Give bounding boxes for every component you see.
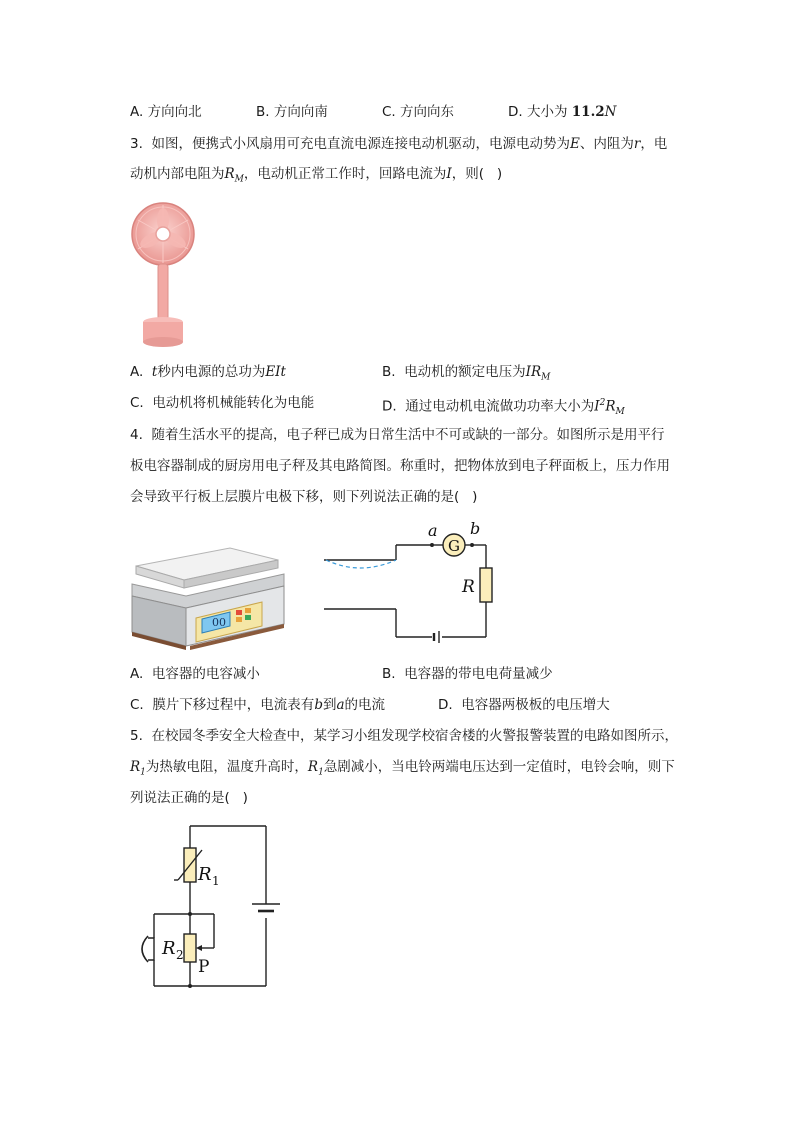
stem-text: 列说法正确的是( ) xyxy=(130,790,248,806)
electronic-scale-image xyxy=(130,546,290,656)
option-text: 方向向南 xyxy=(273,104,328,120)
alarm-circuit-icon xyxy=(134,820,284,992)
option-label: C. xyxy=(130,395,144,411)
question-number: 4. xyxy=(130,427,143,443)
q3-option-a xyxy=(130,362,286,382)
circuit-icon xyxy=(320,520,500,645)
option-text: 方向向北 xyxy=(147,104,202,120)
option-i: I xyxy=(594,398,600,415)
r2-label-sub: 2 xyxy=(176,948,184,962)
option-superscript: 2 xyxy=(599,398,606,408)
option-label: B. xyxy=(382,364,396,380)
option-text: 电动机将机械能转化为电能 xyxy=(152,395,315,411)
option-value: 11.2 xyxy=(571,104,605,120)
fire-alarm-circuit-diagram xyxy=(134,820,284,996)
q4-stem-line-1 xyxy=(130,425,664,445)
stem-text: ，电动机正常工作时，回路电流为 xyxy=(243,166,447,182)
option-label: D. xyxy=(382,398,397,415)
rm-subscript: M xyxy=(234,174,244,185)
r2-label: R xyxy=(162,938,176,959)
option-subscript: M xyxy=(541,372,551,383)
option-label: A. xyxy=(130,364,144,380)
galvanometer-label: G xyxy=(448,537,460,555)
bell-icon xyxy=(142,936,148,962)
option-expr: IR xyxy=(525,364,542,380)
option-a-symbol: a xyxy=(336,697,345,713)
q3-option-c xyxy=(130,393,314,413)
q4-option-a xyxy=(130,664,260,684)
option-unit: N xyxy=(604,104,617,120)
node-b-label: b xyxy=(470,520,481,538)
option-text: 电容器的带电电荷量减少 xyxy=(404,666,553,682)
q3-stem-line-2 xyxy=(130,164,502,190)
emf-symbol: E xyxy=(569,136,580,152)
r1-subscript: 1 xyxy=(140,767,146,778)
option-b-symbol: b xyxy=(314,697,323,713)
option-text: 大小为 xyxy=(526,104,568,120)
option-text: 电动机的额定电压为 xyxy=(404,364,526,380)
fan-icon xyxy=(130,196,196,348)
stem-text: 板电容器制成的厨房用电子秤及其电路简图。称重时，把物体放到电子秤面板上，压力作用 xyxy=(130,458,670,474)
q2-option-c xyxy=(382,102,454,122)
option-text: 电容器的电容减小 xyxy=(151,666,260,682)
q3-stem-line-1 xyxy=(130,134,667,154)
r1-symbol: R xyxy=(307,759,319,775)
r1-label: R xyxy=(198,864,212,885)
q5-stem-line-1 xyxy=(130,726,678,746)
slider-p-label: P xyxy=(198,957,210,977)
stem-text: 在校园冬季安全大检查中，某学习小组发现学校宿舍楼的火警报警装置的电路如图所示， xyxy=(151,728,678,744)
stem-text: 急剧减小，当电铃两端电压达到一定值时，电铃会响，则下 xyxy=(323,759,675,775)
option-label: B. xyxy=(382,666,396,682)
option-text: 秒内电源的总功为 xyxy=(157,364,266,380)
q4-option-d xyxy=(438,695,610,715)
stem-text: ，电 xyxy=(640,136,668,152)
stem-text: 、内阻为 xyxy=(579,136,634,152)
capacitor-circuit-diagram xyxy=(320,520,500,649)
option-expr: EIt xyxy=(265,364,286,380)
q3-option-b xyxy=(382,362,550,388)
rm-symbol: R xyxy=(224,166,235,182)
q5-stem-line-2 xyxy=(130,757,675,783)
option-label: A. xyxy=(130,666,144,682)
t-symbol: t xyxy=(151,364,158,380)
option-label: D. xyxy=(508,104,523,120)
stem-text: 随着生活水平的提高，电子秤已成为日常生活中不可或缺的一部分。如图所示是用平行 xyxy=(151,427,665,443)
stem-text: 为热敏电阻，温度升高时， xyxy=(145,759,308,775)
option-label: D. xyxy=(438,697,453,713)
resistor-label: R xyxy=(462,577,475,597)
stem-text: 动机内部电阻为 xyxy=(130,166,225,182)
option-text: 膜片下移过程中，电流表有 xyxy=(152,697,315,713)
q4-stem-line-2 xyxy=(130,456,670,476)
r1-subscript: 1 xyxy=(318,767,324,778)
option-text: 到 xyxy=(322,697,337,713)
option-label: A. xyxy=(130,104,144,120)
q2-option-b xyxy=(256,102,328,122)
question-number: 5. xyxy=(130,728,143,744)
option-r: R xyxy=(605,398,616,415)
handheld-fan-image xyxy=(130,196,196,352)
option-subscript: M xyxy=(615,407,625,418)
scale-display-text: 00 xyxy=(212,616,226,629)
option-text: 电容器两极板的电压增大 xyxy=(461,697,610,713)
option-label: B. xyxy=(256,104,270,120)
option-text: 方向向东 xyxy=(400,104,455,120)
r-symbol: r xyxy=(633,136,641,152)
q4-stem-line-3 xyxy=(130,487,477,507)
r1-label-sub: 1 xyxy=(212,874,220,888)
option-text: 通过电动机电流做功功率大小为 xyxy=(405,398,595,415)
q5-stem-line-3 xyxy=(130,788,248,808)
q4-option-c xyxy=(130,695,385,715)
option-label: C. xyxy=(130,697,144,713)
stem-text: ，则( ) xyxy=(451,166,503,182)
q2-option-d xyxy=(508,102,616,122)
q2-option-a xyxy=(130,102,202,122)
stem-text: 如图，便携式小风扇用可充电直流电源连接电动机驱动，电源电动势为 xyxy=(151,136,570,152)
stem-text: 会导致平行板上层膜片电极下移，则下列说法正确的是( ) xyxy=(130,489,478,505)
q4-option-b xyxy=(382,664,553,684)
r1-symbol: R xyxy=(130,759,141,775)
option-text: 的电流 xyxy=(344,697,386,713)
scale-icon xyxy=(130,546,290,652)
q3-option-d xyxy=(382,393,625,422)
option-label: C. xyxy=(382,104,396,120)
question-number: 3. xyxy=(130,136,143,152)
node-a-label: a xyxy=(428,521,438,540)
i-symbol: I xyxy=(446,166,452,182)
